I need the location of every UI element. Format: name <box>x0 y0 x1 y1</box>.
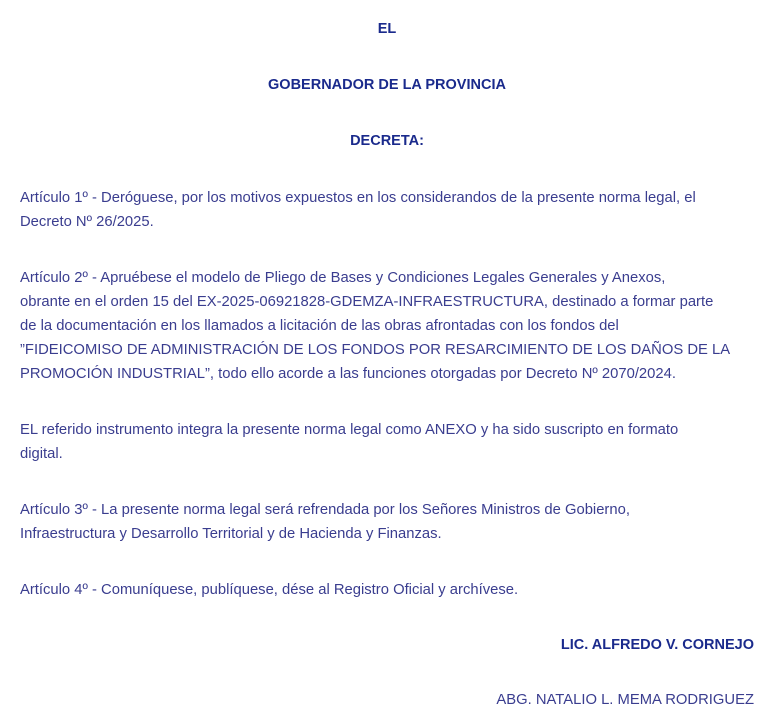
article-2-line: ”FIDEICOMISO DE ADMINISTRACIÓN DE LOS FONDOS POR RESARCIMIENTO DE LOS DAÑOS DE LA <box>20 342 731 358</box>
article-2-line: Artículo 2º - Apruébese el modelo de Pliego de Bases y Condiciones Legales Generales y Anexos, <box>20 270 666 286</box>
signature-governor: LIC. ALFREDO V. CORNEJO <box>560 637 754 653</box>
signature-minister: ABG. NATALIO L. MEMA RODRIGUEZ <box>496 692 754 708</box>
article-3-line: Artículo 3º - La presente norma legal será refrendada por los Señores Ministros de Gobierno, <box>20 502 630 518</box>
article-4 <box>20 578 754 602</box>
article-2-line: obrante en el orden 15 del EX-2025-06921828-GDEMZA-INFRAESTRUCTURA, destinado a formar parte <box>20 294 714 310</box>
article-3 <box>20 498 754 546</box>
annex-line: EL referido instrumento integra la presente norma legal como ANEXO y ha sido suscripto en formato <box>20 422 679 438</box>
article-4-line: Artículo 4º - Comuníquese, publíquese, dése al Registro Oficial y archívese. <box>20 582 519 598</box>
article-2 <box>20 266 754 386</box>
annex-line: digital. <box>20 446 63 462</box>
heading-governor: GOBERNADOR DE LA PROVINCIA <box>268 77 506 93</box>
article-2-line: PROMOCIÓN INDUSTRIAL”, todo ello acorde a las funciones otorgadas por Decreto Nº 2070/2024. <box>20 366 676 382</box>
article-2-line: de la documentación en los llamados a licitación de las obras afrontadas con los fondos del <box>20 318 619 334</box>
article-1-line: Artículo 1º - Deróguese, por los motivos expuestos en los considerandos de la presente norma legal, el <box>20 190 696 206</box>
article-1 <box>20 186 754 234</box>
annex-paragraph <box>20 418 754 466</box>
article-3-line: Infraestructura y Desarrollo Territorial y de Hacienda y Finanzas. <box>20 526 442 542</box>
heading-el: EL <box>377 21 397 37</box>
article-1-line: Decreto Nº 26/2025. <box>20 214 154 230</box>
heading-decreta: DECRETA: <box>350 133 424 149</box>
